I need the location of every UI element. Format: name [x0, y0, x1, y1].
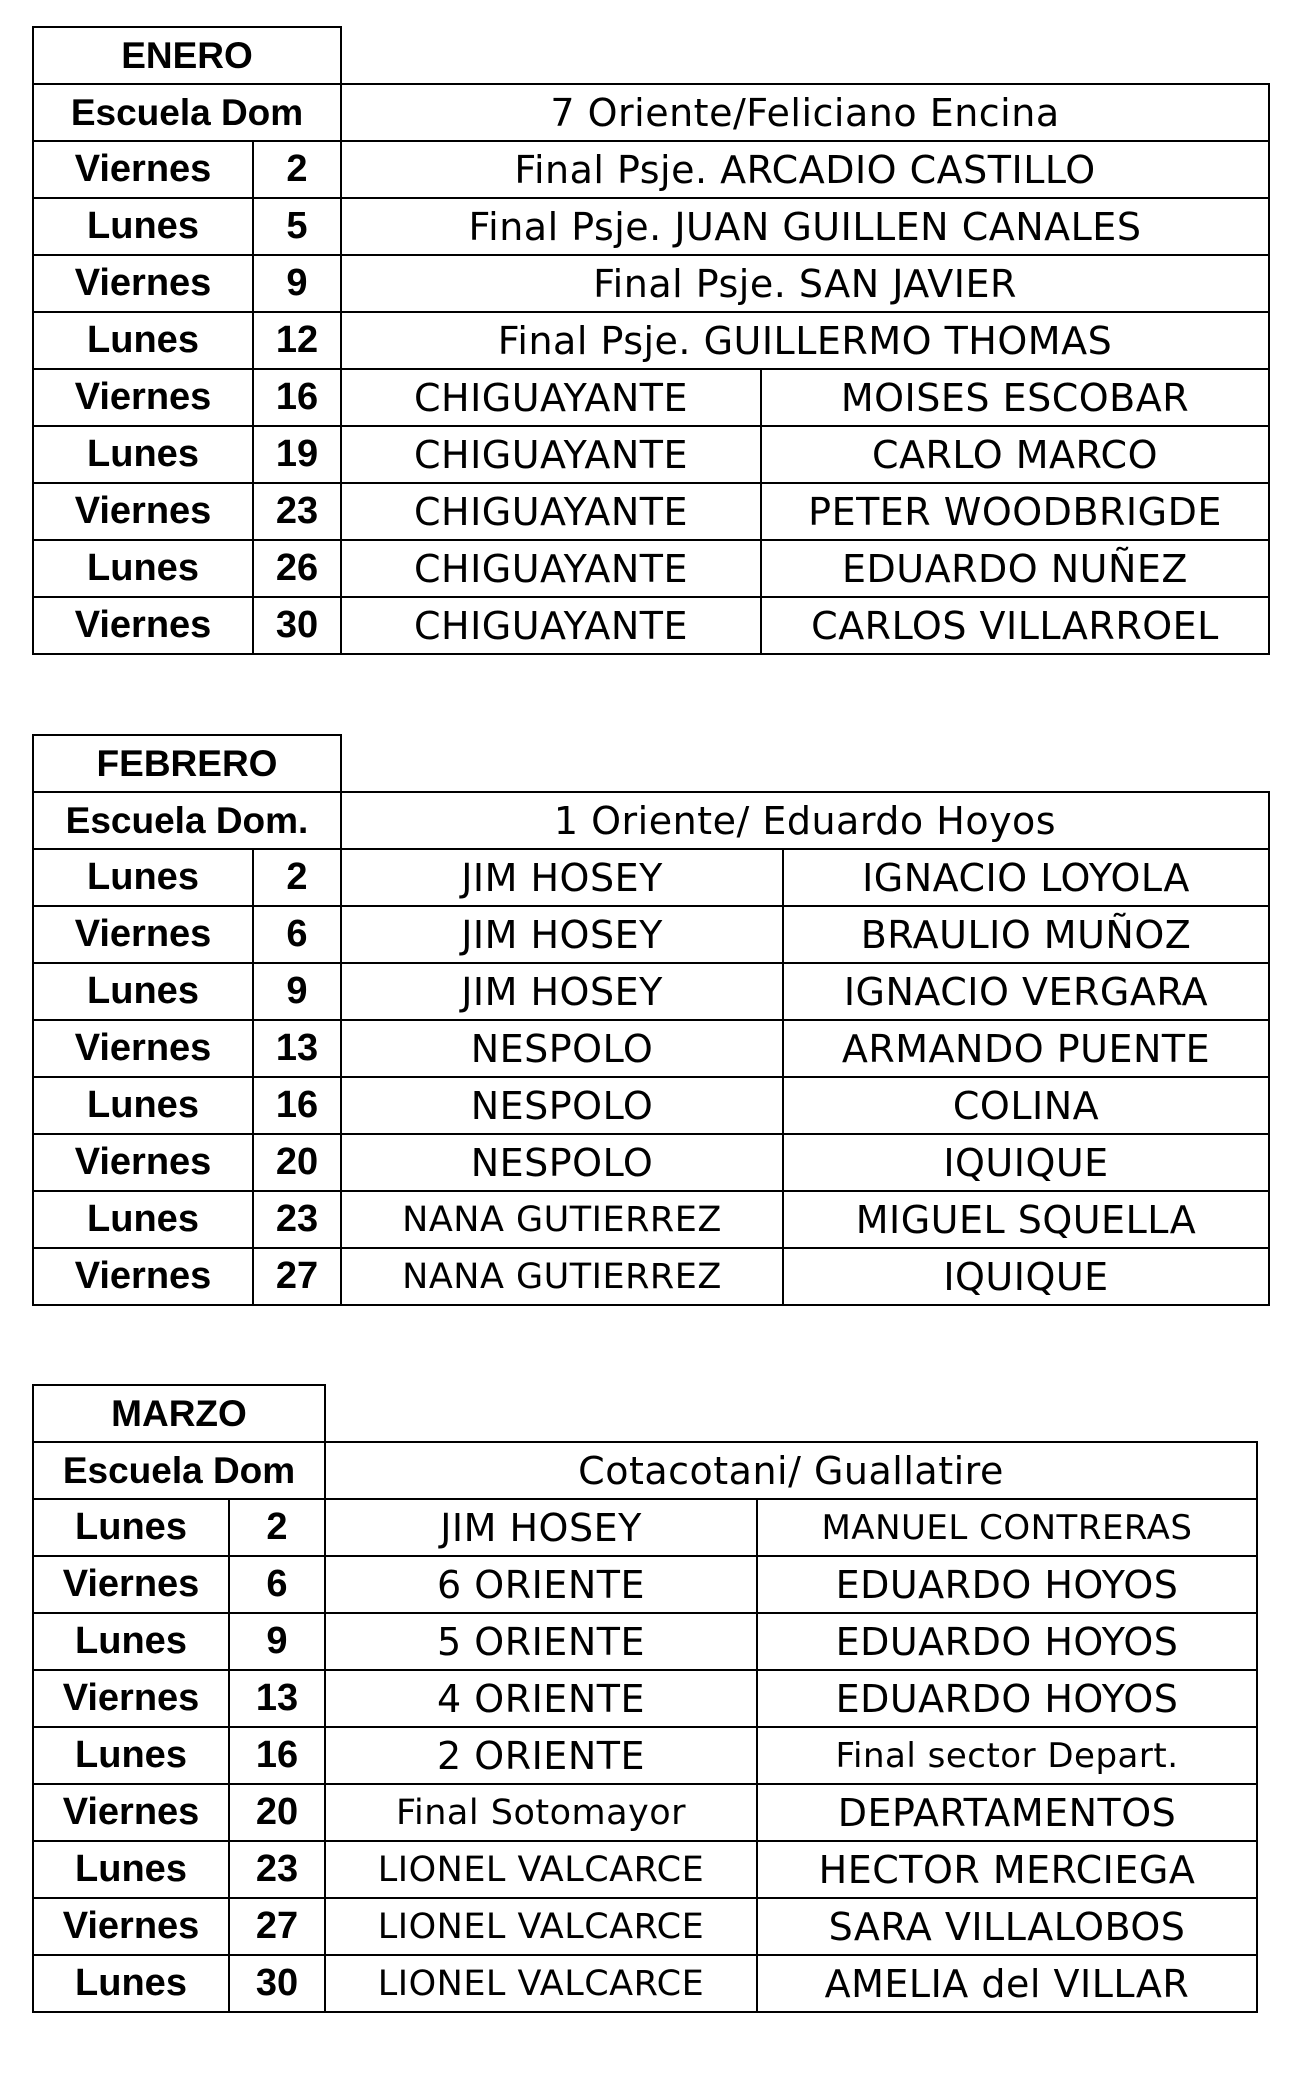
month-table-febrero [32, 734, 1270, 1306]
date-cell: 9 [229, 1613, 325, 1670]
day-cell: Viernes [33, 1898, 229, 1955]
table-row [33, 1841, 1257, 1898]
cross-street-cell: EDUARDO NUÑEZ [761, 540, 1269, 597]
cross-street-cell: PETER WOODBRIGDE [761, 483, 1269, 540]
date-cell: 20 [229, 1784, 325, 1841]
day-cell: Lunes [33, 1841, 229, 1898]
blank-cell [325, 1385, 1257, 1442]
street-cell: CHIGUAYANTE [341, 540, 761, 597]
day-cell: Lunes [33, 1191, 253, 1248]
cross-street-cell: MOISES ESCOBAR [761, 369, 1269, 426]
date-cell: 19 [253, 426, 341, 483]
cross-street-cell: EDUARDO HOYOS [757, 1613, 1257, 1670]
table-row [33, 141, 1269, 198]
date-cell: 20 [253, 1134, 341, 1191]
street-cell: NANA GUTIERREZ [341, 1248, 783, 1305]
street-cell: CHIGUAYANTE [341, 369, 761, 426]
table-row [33, 540, 1269, 597]
schedule-table [32, 1384, 1258, 2013]
table-row [33, 597, 1269, 654]
day-cell: Viernes [33, 597, 253, 654]
cross-street-cell: IGNACIO VERGARA [783, 963, 1269, 1020]
street-cell: LIONEL VALCARCE [325, 1841, 757, 1898]
table-row [33, 1077, 1269, 1134]
table-row [33, 1784, 1257, 1841]
street-cell: JIM HOSEY [341, 963, 783, 1020]
street-cell: LIONEL VALCARCE [325, 1955, 757, 2012]
table-row [33, 1556, 1257, 1613]
date-cell: 9 [253, 255, 341, 312]
street-cell: JIM HOSEY [341, 849, 783, 906]
street-cell: 4 ORIENTE [325, 1670, 757, 1727]
street-cell: LIONEL VALCARCE [325, 1898, 757, 1955]
day-cell: Lunes [33, 963, 253, 1020]
month-title: MARZO [33, 1385, 325, 1442]
school-label: Escuela Dom [33, 1442, 325, 1499]
street-cell: 6 ORIENTE [325, 1556, 757, 1613]
street-cell: NESPOLO [341, 1077, 783, 1134]
table-row [33, 312, 1269, 369]
cross-street-cell: EDUARDO HOYOS [757, 1670, 1257, 1727]
date-cell: 5 [253, 198, 341, 255]
day-cell: Viernes [33, 483, 253, 540]
cross-street-cell: HECTOR MERCIEGA [757, 1841, 1257, 1898]
table-row [33, 906, 1269, 963]
date-cell: 23 [253, 1191, 341, 1248]
street-cell: JIM HOSEY [325, 1499, 757, 1556]
cross-street-cell: CARLO MARCO [761, 426, 1269, 483]
cross-street-cell: Final sector Depart. [757, 1727, 1257, 1784]
date-cell: 23 [229, 1841, 325, 1898]
day-cell: Lunes [33, 849, 253, 906]
day-cell: Lunes [33, 1955, 229, 2012]
day-cell: Viernes [33, 1784, 229, 1841]
date-cell: 12 [253, 312, 341, 369]
day-cell: Lunes [33, 1499, 229, 1556]
date-cell: 16 [229, 1727, 325, 1784]
table-row [33, 1727, 1257, 1784]
table-row [33, 1020, 1269, 1077]
day-cell: Viernes [33, 369, 253, 426]
date-cell: 30 [253, 597, 341, 654]
day-cell: Viernes [33, 1020, 253, 1077]
day-cell: Lunes [33, 198, 253, 255]
date-cell: 6 [253, 906, 341, 963]
cross-street-cell: BRAULIO MUÑOZ [783, 906, 1269, 963]
table-row [33, 198, 1269, 255]
date-cell: 27 [229, 1898, 325, 1955]
street-cell: Final Sotomayor [325, 1784, 757, 1841]
route-title: 7 Oriente/Feliciano Encina [341, 84, 1269, 141]
table-row [33, 369, 1269, 426]
day-cell: Lunes [33, 1727, 229, 1784]
table-row [33, 963, 1269, 1020]
street-cell: 2 ORIENTE [325, 1727, 757, 1784]
day-cell: Viernes [33, 906, 253, 963]
day-cell: Lunes [33, 426, 253, 483]
table-row [33, 1499, 1257, 1556]
day-cell: Viernes [33, 1556, 229, 1613]
cross-street-cell: SARA VILLALOBOS [757, 1898, 1257, 1955]
cross-street-cell: MIGUEL SQUELLA [783, 1191, 1269, 1248]
street-cell: CHIGUAYANTE [341, 483, 761, 540]
school-label: Escuela Dom [33, 84, 341, 141]
location-cell: Final Psje. SAN JAVIER [341, 255, 1269, 312]
day-cell: Viernes [33, 141, 253, 198]
location-cell: Final Psje. ARCADIO CASTILLO [341, 141, 1269, 198]
blank-cell [341, 27, 1269, 84]
day-cell: Lunes [33, 1077, 253, 1134]
cross-street-cell: DEPARTAMENTOS [757, 1784, 1257, 1841]
date-cell: 16 [253, 369, 341, 426]
month-table-enero [32, 26, 1270, 655]
cross-street-cell: EDUARDO HOYOS [757, 1556, 1257, 1613]
cross-street-cell: MANUEL CONTRERAS [757, 1499, 1257, 1556]
month-title: FEBRERO [33, 735, 341, 792]
cross-street-cell: IQUIQUE [783, 1134, 1269, 1191]
date-cell: 27 [253, 1248, 341, 1305]
schedule-table [32, 26, 1270, 655]
cross-street-cell: COLINA [783, 1077, 1269, 1134]
table-row [33, 849, 1269, 906]
cross-street-cell: IGNACIO LOYOLA [783, 849, 1269, 906]
schedule-table [32, 734, 1270, 1306]
street-cell: NANA GUTIERREZ [341, 1191, 783, 1248]
cross-street-cell: AMELIA del VILLAR [757, 1955, 1257, 2012]
date-cell: 13 [229, 1670, 325, 1727]
day-cell: Viernes [33, 255, 253, 312]
table-row [33, 1191, 1269, 1248]
date-cell: 2 [229, 1499, 325, 1556]
date-cell: 2 [253, 849, 341, 906]
cross-street-cell: IQUIQUE [783, 1248, 1269, 1305]
blank-cell [341, 735, 1269, 792]
cross-street-cell: CARLOS VILLARROEL [761, 597, 1269, 654]
date-cell: 23 [253, 483, 341, 540]
table-row [33, 483, 1269, 540]
day-cell: Viernes [33, 1134, 253, 1191]
day-cell: Viernes [33, 1670, 229, 1727]
street-cell: 5 ORIENTE [325, 1613, 757, 1670]
date-cell: 9 [253, 963, 341, 1020]
route-title: 1 Oriente/ Eduardo Hoyos [341, 792, 1269, 849]
date-cell: 6 [229, 1556, 325, 1613]
cross-street-cell: ARMANDO PUENTE [783, 1020, 1269, 1077]
date-cell: 16 [253, 1077, 341, 1134]
day-cell: Viernes [33, 1248, 253, 1305]
table-row [33, 1670, 1257, 1727]
street-cell: CHIGUAYANTE [341, 597, 761, 654]
street-cell: CHIGUAYANTE [341, 426, 761, 483]
table-row [33, 1898, 1257, 1955]
month-table-marzo [32, 1384, 1258, 2013]
date-cell: 13 [253, 1020, 341, 1077]
table-row [33, 1248, 1269, 1305]
month-title: ENERO [33, 27, 341, 84]
table-row [33, 1134, 1269, 1191]
day-cell: Lunes [33, 312, 253, 369]
date-cell: 2 [253, 141, 341, 198]
date-cell: 26 [253, 540, 341, 597]
date-cell: 30 [229, 1955, 325, 2012]
table-row [33, 1955, 1257, 2012]
day-cell: Lunes [33, 540, 253, 597]
street-cell: NESPOLO [341, 1020, 783, 1077]
day-cell: Lunes [33, 1613, 229, 1670]
school-label: Escuela Dom. [33, 792, 341, 849]
table-row [33, 1613, 1257, 1670]
street-cell: NESPOLO [341, 1134, 783, 1191]
table-row [33, 255, 1269, 312]
street-cell: JIM HOSEY [341, 906, 783, 963]
table-row [33, 426, 1269, 483]
location-cell: Final Psje. GUILLERMO THOMAS [341, 312, 1269, 369]
route-title: Cotacotani/ Guallatire [325, 1442, 1257, 1499]
location-cell: Final Psje. JUAN GUILLEN CANALES [341, 198, 1269, 255]
